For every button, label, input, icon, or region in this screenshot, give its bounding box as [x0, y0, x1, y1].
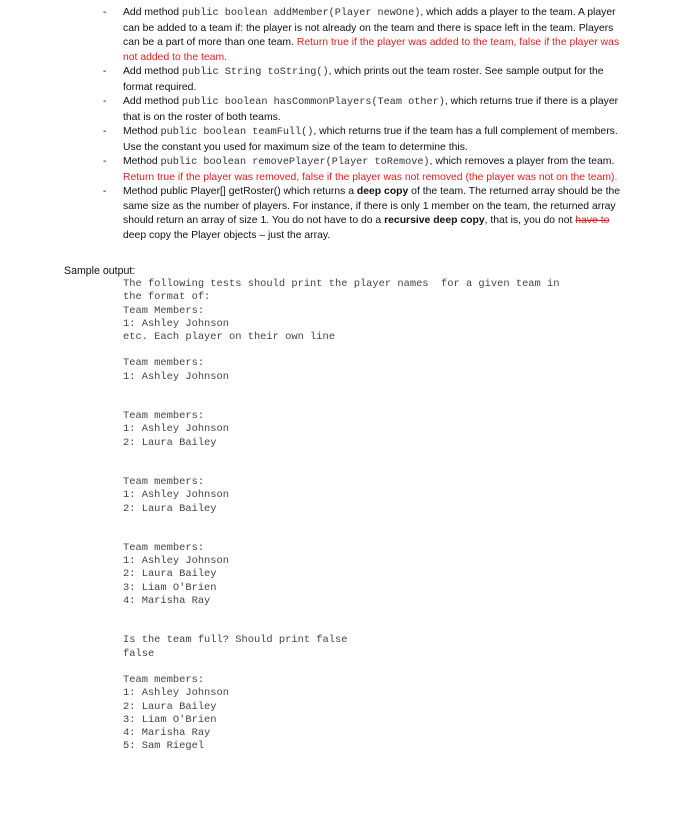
method-text: Method — [123, 126, 161, 137]
output-line: etc. Each player on their own line — [123, 331, 336, 344]
method-text: Add method — [123, 66, 182, 77]
method-text: of the team. The returned array should be the same size as the number of players. For instance, if there is only 1 member on the team, the returned array should return an array of size 1. You do not have to do a — [123, 186, 621, 226]
output-line: 1: Ashley Johnson — [123, 687, 230, 700]
output-line: Is the team full? Should print false — [123, 634, 348, 647]
output-line: Team members: — [123, 673, 205, 686]
method-text: Method public Player[] getRoster() which returns a — [123, 186, 357, 197]
output-block — [123, 542, 559, 608]
method-signature: public String toString() — [181, 67, 329, 78]
output-line: Team members: — [123, 541, 205, 554]
output-line: 1: Ashley Johnson — [123, 423, 230, 436]
output-spacer — [123, 661, 559, 674]
output-line: 5: Sam Riegel — [123, 740, 205, 753]
output-line: 2: Laura Bailey — [123, 436, 217, 449]
output-line: 1: Ashley Johnson — [123, 489, 230, 502]
method-text: , which returns true if the team has a full complement of members. Use the constant you used for maximum size of the team to determine this. — [123, 126, 618, 153]
method-item — [103, 125, 631, 155]
output-line: The following tests should print the player names for a given team in — [123, 278, 560, 290]
output-line: Team members: — [123, 475, 205, 488]
method-signature: public boolean addMember(Player newOne) — [181, 8, 421, 19]
output-block — [123, 410, 559, 450]
method-text: , which adds a player to the team. A player can be added to a team if: the player is not already on the team and there is space left in the team. Players can be a part of more than one team. — [123, 7, 616, 48]
method-text: Method — [123, 156, 161, 167]
bullet-dash: - — [103, 186, 107, 197]
method-text: , that is, you do not — [484, 215, 576, 226]
sample-output-label: Sample output: — [64, 265, 136, 277]
output-line: 3: Liam O'Brien — [123, 713, 217, 726]
method-text: , which prints out the team roster. See sample output for the format required. — [123, 66, 604, 93]
output-spacer — [123, 450, 559, 476]
output-line: Team Members: — [123, 304, 205, 317]
output-line: 3: Liam O'Brien — [123, 581, 217, 594]
bullet-dash: - — [103, 66, 107, 77]
output-line: 4: Marisha Ray — [123, 595, 211, 608]
method-item — [103, 185, 631, 243]
output-block — [123, 357, 559, 384]
method-text: Add method — [123, 96, 182, 107]
output-line: false — [123, 647, 155, 660]
output-block — [123, 278, 559, 344]
bullet-dash: - — [103, 96, 107, 107]
method-signature: public boolean removePlayer(Player toRemove) — [160, 157, 430, 168]
method-item — [103, 6, 631, 65]
method-text: Add method — [123, 7, 182, 18]
output-line: Team members: — [123, 410, 205, 423]
bullet-dash: - — [103, 156, 107, 167]
method-text: Return true if the player was removed, false if the player was not removed (the player was not on the team). — [123, 171, 618, 183]
output-spacer — [123, 344, 559, 357]
method-signature: public boolean teamFull() — [160, 127, 314, 138]
output-line: 1: Ashley Johnson — [123, 370, 230, 383]
output-line: 2: Laura Bailey — [123, 502, 217, 515]
output-line: 2: Laura Bailey — [123, 700, 217, 713]
method-text: have to — [575, 215, 610, 226]
method-text: , which returns true if there is a player that is on the roster of both teams. — [123, 96, 619, 123]
method-text: Return true if the player was added to the team, false if the player was not added to the team. — [123, 37, 620, 63]
method-item — [103, 155, 631, 185]
output-block — [123, 674, 559, 754]
output-line: 2: Laura Bailey — [123, 568, 217, 581]
bullet-dash: - — [103, 7, 107, 18]
sample-output — [123, 278, 559, 754]
output-spacer — [123, 608, 559, 634]
method-text: deep copy — [356, 186, 409, 197]
bullet-dash: - — [103, 126, 107, 137]
method-item — [103, 95, 631, 125]
output-line: the format of: — [123, 291, 211, 304]
method-text: deep copy the Player objects – just the array. — [123, 229, 331, 241]
output-block — [123, 634, 559, 661]
method-text: , which removes a player from the team. — [429, 156, 615, 167]
output-spacer — [123, 516, 559, 542]
output-spacer — [123, 384, 559, 410]
method-list — [103, 6, 631, 243]
output-block — [123, 476, 559, 516]
method-text: recursive deep copy — [384, 215, 485, 226]
method-signature: public boolean hasCommonPlayers(Team other) — [181, 97, 445, 108]
output-line: Team members: — [123, 357, 205, 370]
output-line: 4: Marisha Ray — [123, 727, 211, 740]
method-item — [103, 65, 631, 95]
output-line: 1: Ashley Johnson — [123, 317, 230, 330]
output-line: 1: Ashley Johnson — [123, 555, 230, 568]
